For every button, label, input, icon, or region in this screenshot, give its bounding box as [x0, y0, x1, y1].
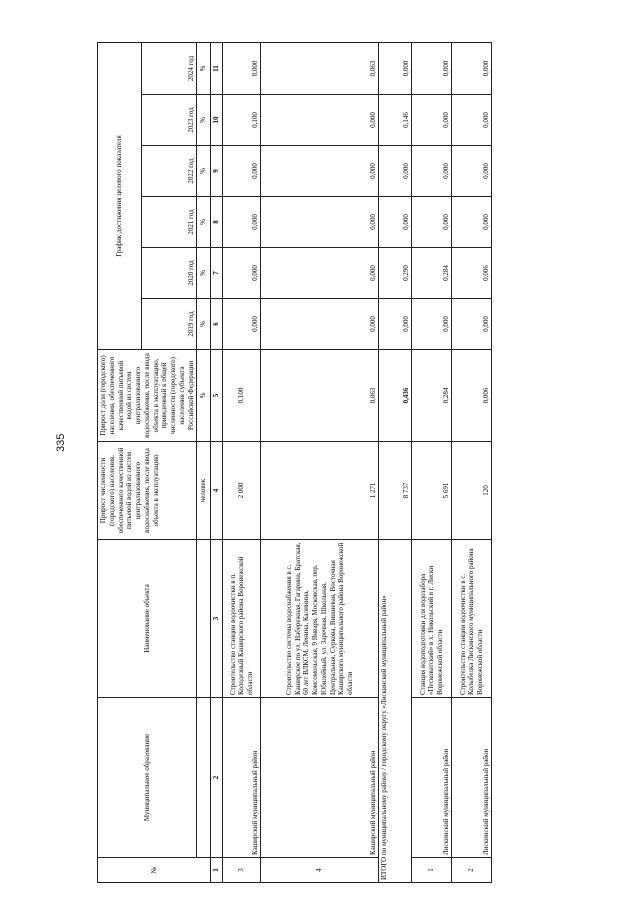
total-year-value: 0,000 [379, 197, 412, 248]
row-people: 2 000 [223, 442, 261, 540]
unit-pct: % [197, 42, 211, 94]
row-year-value: 0,000 [261, 146, 379, 197]
unit-pct: % [197, 248, 211, 299]
col-number: 5 [211, 350, 223, 442]
row-year-value: 0,000 [452, 299, 492, 350]
row-year-value: 0,000 [412, 146, 452, 197]
total-year-value: 0,146 [379, 95, 412, 146]
row-year-value: 0,000 [412, 197, 452, 248]
header-object-name: Наименование объекта [98, 540, 197, 698]
row-year-value: 0,000 [223, 197, 261, 248]
col-number: 1 [211, 858, 223, 883]
total-year-value: 0,000 [379, 146, 412, 197]
target-indicator-table [97, 42, 492, 883]
header-year: 2021 год [142, 197, 197, 248]
total-year-value: 0,000 [379, 42, 412, 94]
row-year-value: 0,000 [261, 197, 379, 248]
row-share: 0,006 [452, 350, 492, 442]
column-numbers-row [211, 42, 223, 882]
header-year: 2020 год [142, 248, 197, 299]
header-year: 2022 год [142, 146, 197, 197]
row-people: 120 [452, 442, 492, 540]
col-number: 6 [211, 299, 223, 350]
col-number: 2 [211, 698, 223, 858]
header-municipality: Муниципальное образование [98, 698, 197, 858]
row-num: 2 [452, 858, 492, 883]
unit-pct: % [197, 95, 211, 146]
row-people: 1 271 [261, 442, 379, 540]
row-year-value: 0,000 [223, 146, 261, 197]
row-year-value: 0,000 [452, 197, 492, 248]
table-row [452, 42, 492, 882]
row-year-value: 0,000 [412, 42, 452, 94]
row-year-value: 0,006 [452, 248, 492, 299]
row-year-value: 0,000 [452, 42, 492, 94]
header-pop-growth: Прирост численности (городского) населения, обеспеченного качественной питьевой водой из систем централизованного водоснабжения, после ввода объекта в эксплуатацию [98, 442, 197, 540]
total-year-value: 0,290 [379, 248, 412, 299]
rotated-page [97, 43, 615, 883]
header-year: 2023 год [142, 95, 197, 146]
row-num: 4 [261, 858, 379, 883]
unit-pct: % [197, 197, 211, 248]
unit-pct: % [197, 350, 211, 442]
header-units-row [197, 42, 211, 882]
row-year-value: 0,284 [412, 248, 452, 299]
table-row [412, 42, 452, 882]
row-year-value: 0,000 [223, 248, 261, 299]
row-people: 5 691 [412, 442, 452, 540]
unit-people: человек [197, 442, 211, 540]
header-row [98, 42, 142, 882]
header-schedule: График достижения целевого показателя [98, 42, 142, 349]
col-number: 8 [211, 197, 223, 248]
row-year-value: 0,000 [452, 146, 492, 197]
row-year-value: 0,000 [412, 95, 452, 146]
row-share: 0,100 [223, 350, 261, 442]
unit-pct: % [197, 299, 211, 350]
row-year-value: 0,000 [223, 299, 261, 350]
row-year-value: 0,063 [261, 42, 379, 94]
row-year-value: 0,000 [412, 299, 452, 350]
row-object: Строительство станции водоочистки в п. Колодезный Каширского района Воронежской области [223, 540, 261, 698]
row-share: 0,063 [261, 350, 379, 442]
total-people: 8 737 [379, 442, 412, 540]
table-row [261, 42, 379, 882]
unit-pct: % [197, 146, 211, 197]
header-year: 2024 год [142, 42, 197, 94]
row-year-value: 0,000 [261, 299, 379, 350]
header-year: 2019 год [142, 299, 197, 350]
row-num: 3 [223, 858, 261, 883]
row-year-value: 0,000 [452, 95, 492, 146]
row-year-value: 0,000 [261, 95, 379, 146]
page-number: 335 [55, 433, 67, 452]
row-year-value: 0,100 [223, 95, 261, 146]
col-number: 4 [211, 442, 223, 540]
total-label: ИТОГО по муниципальному району / городскому округу «Лискинский муниципальный район» [379, 540, 412, 883]
col-number: 10 [211, 95, 223, 146]
table-row [223, 42, 261, 882]
col-number: 7 [211, 248, 223, 299]
row-municipality: Лискинский муниципальный район [412, 698, 452, 858]
row-object: Станция водоподготовки для водозабора «Песковатский» в х. Никольский в г. Лиски Воронежской области [412, 540, 452, 698]
col-number: 11 [211, 42, 223, 94]
col-number: 9 [211, 146, 223, 197]
total-row [379, 42, 412, 882]
row-num: 1 [412, 858, 452, 883]
header-num: № [98, 858, 211, 883]
row-share: 0,284 [412, 350, 452, 442]
total-year-value: 0,000 [379, 299, 412, 350]
col-number: 3 [211, 540, 223, 698]
row-municipality: Каширский муниципальный район [261, 698, 379, 858]
total-share: 0,436 [379, 350, 412, 442]
row-object: Строительство станции водоочистки в с. Колыбелка Лискинского муниципального района Воронежской области [452, 540, 492, 698]
row-year-value: 0,000 [261, 248, 379, 299]
row-municipality: Лискинский муниципальный район [452, 698, 492, 858]
row-municipality: Каширский муниципальный район [223, 698, 261, 858]
header-share-growth: Прирост доли (городского) населения, обеспеченного качественной питьевой водой из систем централизованного водоснабжения, после ввода объекта в эксплуатацию, приведенный к общей численности (городского) населения субъекта Российской Федерации [98, 350, 197, 442]
row-year-value: 0,000 [223, 42, 261, 94]
row-object: Строительство системы водоснабжения в с. Каширское по ул. Набережная, Гагарина, Братская, 60 лет ВЛКСМ, Ленина, Калинина, Комсомольская, 9 Января, Московская, пер. Юбилейный, ул. Заречная, Школьная, Центральная, Суркова, Вишневая, Восточная Каширского муниципального района Воронежской области [261, 540, 379, 698]
